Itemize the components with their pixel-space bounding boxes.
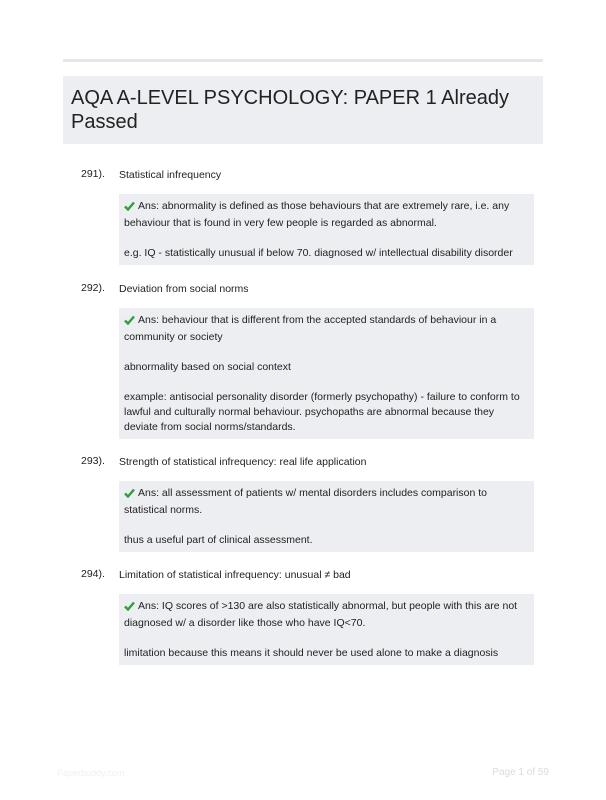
title-banner	[63, 76, 543, 144]
checkmark-icon	[124, 315, 136, 330]
answer-line: e.g. IQ - statistically unusual if below 70. diagnosed w/ intellectual disability disorder	[124, 247, 513, 259]
question-text: Strength of statistical infrequency: real life application	[119, 456, 367, 468]
answer-box	[119, 308, 534, 439]
answer-line: Ans: IQ scores of >130 are also statistically abnormal, but people with this are not diagnosed w/ a disorder like those who have IQ<70.	[124, 600, 518, 629]
answer-line: Ans: behaviour that is different from the accepted standards of behaviour in a community or society	[124, 314, 497, 343]
answer-line: Ans: all assessment of patients w/ mental disorders includes comparison to statistical norms.	[124, 487, 487, 516]
answer-line: example: antisocial personality disorder (formerly psychopathy) - failure to conform to lawful and culturally normal behaviour. psychopaths are abnormal because they deviate from social norms/standards.	[124, 391, 520, 433]
question-number: 291).	[81, 168, 105, 180]
page-number: Page 1 of 59	[492, 767, 549, 778]
answer-box	[119, 194, 534, 265]
question-text: Deviation from social norms	[119, 283, 249, 295]
answer-line: abnormality based on social context	[124, 361, 291, 373]
answer-line: limitation because this means it should never be used alone to make a diagnosis	[124, 647, 499, 659]
page-title: AQA A-LEVEL PSYCHOLOGY: PAPER 1 Already Passed	[71, 87, 509, 133]
question-text: Limitation of statistical infrequency: unusual ≠ bad	[119, 569, 351, 581]
footer-watermark: Paperbuddy.com	[57, 768, 125, 778]
checkmark-icon	[124, 601, 136, 616]
question-number: 292).	[81, 282, 105, 294]
answer-line: Ans: abnormality is defined as those behaviours that are extremely rare, i.e. any behaviour that is found in very few people is regarded as abnormal.	[124, 200, 510, 229]
question-number: 293).	[81, 455, 105, 467]
answer-box	[119, 481, 534, 552]
question-text: Statistical infrequency	[119, 169, 222, 181]
checkmark-icon	[124, 488, 136, 503]
answer-box	[119, 594, 534, 665]
question-number: 294).	[81, 568, 105, 580]
top-divider	[63, 59, 543, 62]
checkmark-icon	[124, 201, 136, 216]
answer-line: thus a useful part of clinical assessment.	[124, 534, 313, 546]
